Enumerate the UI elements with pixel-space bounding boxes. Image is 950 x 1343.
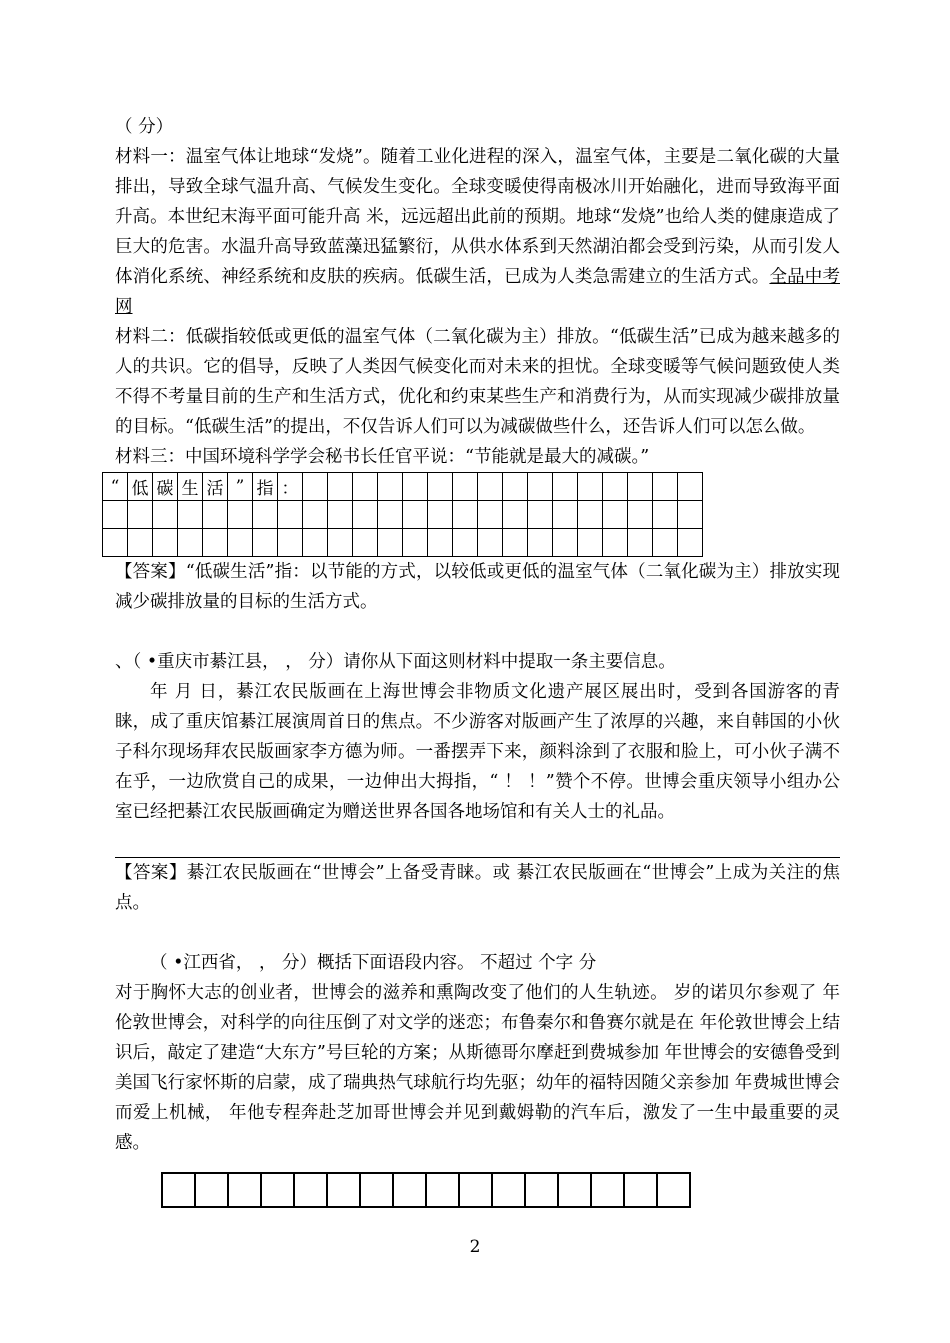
material-three: 材料三：中国环境科学学会秘书长任官平说：“节能就是最大的减碳。” xyxy=(115,447,650,467)
source-link[interactable]: 全品中考网 xyxy=(115,267,840,317)
answer-box[interactable] xyxy=(392,1172,427,1208)
material-two: 材料二：低碳指较低或更低的温室气体（二氧化碳为主）排放。“低碳生活”已成为越来越多的人的共识。它的倡导，反映了人类因气候变化而对未来的担忧。全球变暖等气候问题致使人类不得不考量目前的生产和生活方式，优化和约束某些生产和消费行为，从而实现减少碳排放量的目标。“低碳生活”的提出，不仅告诉人们可以为减碳做些什么，还告诉人们可以怎么做。 xyxy=(115,327,840,437)
grid-cell: 生 xyxy=(178,473,203,501)
answer-box[interactable] xyxy=(359,1172,394,1208)
grid-cell xyxy=(453,473,478,501)
answer-box[interactable] xyxy=(590,1172,625,1208)
material-one xyxy=(115,142,840,322)
document-page xyxy=(110,112,840,1208)
answer-box[interactable] xyxy=(656,1172,691,1208)
grid-cell xyxy=(578,473,603,501)
grid-cell: 低 xyxy=(128,473,153,501)
grid-cell xyxy=(303,473,328,501)
grid-cell: ” xyxy=(228,473,253,501)
q3-material: 对于胸怀大志的创业者，世博会的滋养和熏陶改变了他们的人生轨迹。 岁的诺贝尔参观了 年伦敦世博会，对科学的向往压倒了对文学的迷恋；布鲁秦尔和鲁赛尔就是在 年伦敦世博会上结识后，敲定了建造“大东方”号巨轮的方案；从斯德哥尔摩赶到费城参加 年世博会的安德鲁受到美国飞行家怀斯的启蒙，成了瑞典热气球航行均先驱；幼年的福特因随父亲参加 年费城世博会而爱上机械， 年他专程奔赴芝加哥世博会并见到戴姆勒的汽车后，激发了一生中最重要的灵感。 xyxy=(115,983,840,1153)
answer-grid xyxy=(102,472,703,557)
answer-box[interactable] xyxy=(524,1172,559,1208)
grid-cell: 活 xyxy=(203,473,228,501)
grid-cell xyxy=(528,473,553,501)
grid-cell xyxy=(353,473,378,501)
answer-box[interactable] xyxy=(194,1172,229,1208)
grid-cell xyxy=(653,473,678,501)
q2-answer: 【答案】綦江农民版画在“世博会”上备受青睐。或 綦江农民版画在“世博会”上成为关注的焦点。 xyxy=(115,863,840,913)
q1-header: （ 分） xyxy=(115,117,174,137)
spacer xyxy=(115,918,840,948)
grid-cell xyxy=(503,473,528,501)
q2-material: 年 月 日，綦江农民版画在上海世博会非物质文化遗产展区展出时，受到各国游客的青睐，成了重庆馆綦江展演周首日的焦点。不少游客对版画产生了浓厚的兴趣，来自韩国的小伙子科尔现场拜农民版画家李方德为师。一番摆弄下来，颜料涂到了衣服和脸上，可小伙子满不在乎，一边欣赏自己的成果，一边伸出大拇指，“ ！ ！”赞个不停。世博会重庆领导小组办公室已经把綦江农民版画确定为赠送世界各国各地场馆和有关人士的礼品。 xyxy=(115,682,840,822)
answer-box[interactable] xyxy=(293,1172,328,1208)
answer-box[interactable] xyxy=(425,1172,460,1208)
answer-box[interactable] xyxy=(260,1172,295,1208)
grid-cell xyxy=(478,473,503,501)
answer-box[interactable] xyxy=(557,1172,592,1208)
grid-cell: 碳 xyxy=(153,473,178,501)
answer-boxes xyxy=(163,1172,840,1208)
material-one-text: 材料一：温室气体让地球“发烧”。随着工业化进程的深入，温室气体，主要是二氧化碳的大量排出，导致全球气温升高、气候发生变化。全球变暖使得南极冰川开始融化，进而导致海平面升高。本世纪末海平面可能升高 米，远远超出此前的预期。地球“发烧”也给人类的健康造成了巨大的危害。水温升高导致蓝藻迅猛繁衍，从供水体系到天然湖泊都会受到污染，从而引发人体消化系统、神经系统和皮肤的疾病。低碳生活，已成为人类急需建立的生活方式。 xyxy=(115,147,840,287)
grid-cell xyxy=(378,473,403,501)
answer-grid-row xyxy=(103,529,703,557)
answer-grid-row xyxy=(103,473,703,501)
grid-cell xyxy=(328,473,353,501)
grid-cell: ： xyxy=(278,473,303,501)
spacer xyxy=(115,617,840,647)
answer-box[interactable] xyxy=(227,1172,262,1208)
answer-box[interactable] xyxy=(161,1172,196,1208)
answer-box[interactable] xyxy=(458,1172,493,1208)
grid-cell xyxy=(428,473,453,501)
answer-box[interactable] xyxy=(491,1172,526,1208)
answer-grid-row xyxy=(103,501,703,529)
answer-box[interactable] xyxy=(326,1172,361,1208)
grid-cell: 指 xyxy=(253,473,278,501)
q3-header: （ •江西省， ， 分）概括下面语段内容。 不超过 个字 分 xyxy=(150,953,597,973)
grid-cell xyxy=(403,473,428,501)
grid-cell xyxy=(678,473,703,501)
q1-answer: 【答案】“低碳生活”指：以节能的方式，以较低或更低的温室气体（二氧化碳为主）排放实现减少碳排放量的目标的生活方式。 xyxy=(115,562,840,612)
grid-cell xyxy=(603,473,628,501)
q2-header: 、（ •重庆市綦江县， ， 分）请你从下面这则材料中提取一条主要信息。 xyxy=(115,652,676,672)
grid-cell xyxy=(628,473,653,501)
page-number: 2 xyxy=(469,1237,481,1257)
answer-box[interactable] xyxy=(623,1172,658,1208)
grid-cell xyxy=(553,473,578,501)
spacer xyxy=(115,827,840,857)
grid-cell: “ xyxy=(103,473,128,501)
